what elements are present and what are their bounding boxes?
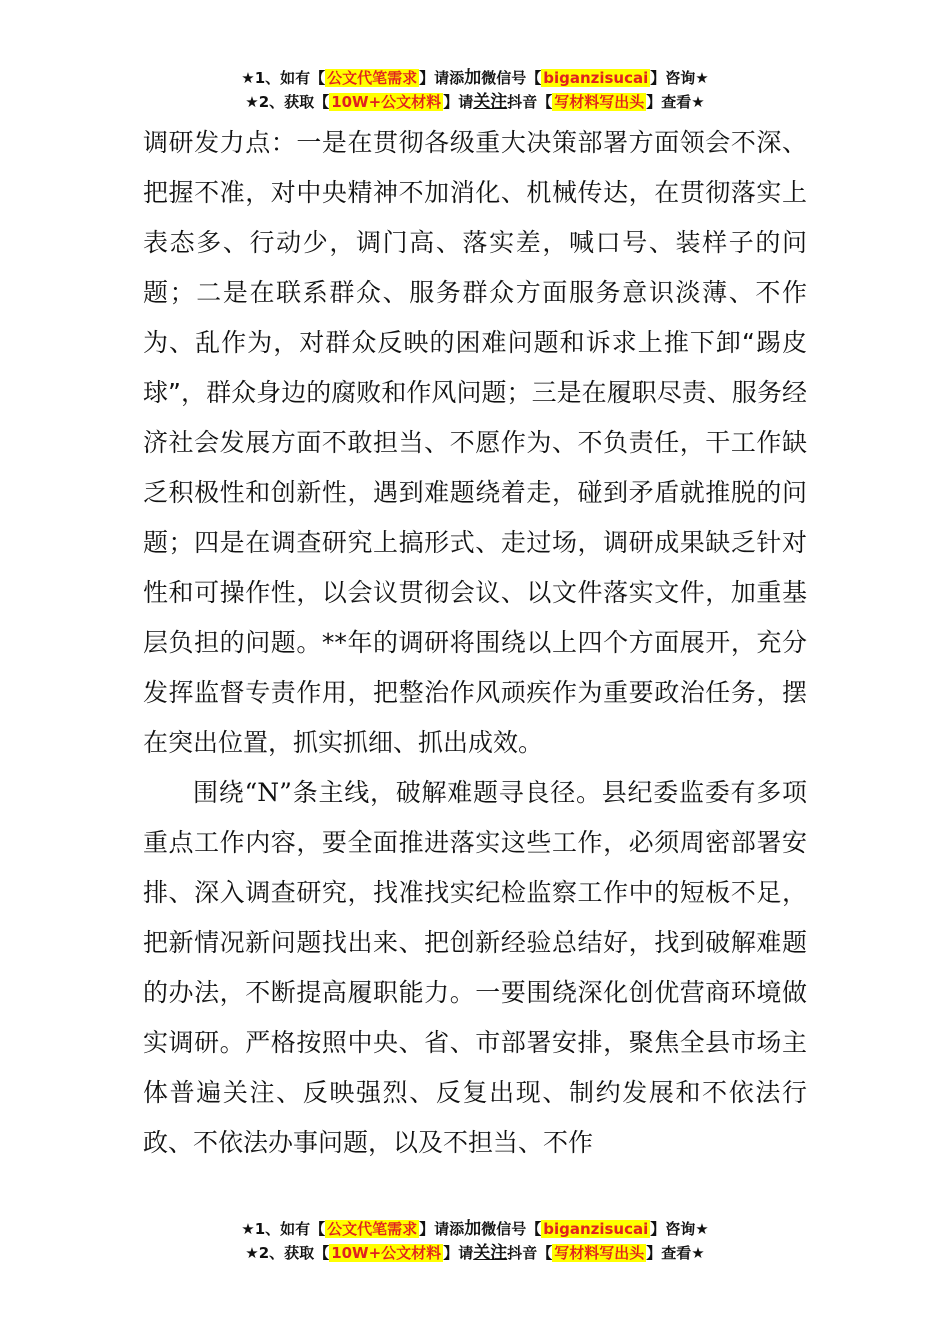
service-highlight: 公文代笔需求 — [327, 69, 418, 87]
banner-text: ★1、如有【 — [241, 1220, 326, 1238]
banner-text: 】咨询★ — [650, 1220, 709, 1238]
douyin-highlight: 写材料写出头 — [554, 93, 645, 111]
banner-text: 加 — [464, 1219, 482, 1239]
banner-text: 微信号【 — [481, 1220, 542, 1238]
wechat-id-highlight: biganzisucai — [543, 1220, 649, 1238]
footer-banner — [0, 1217, 950, 1265]
wechat-id-highlight: biganzisucai — [543, 69, 649, 87]
footer-banner-line-2 — [0, 1241, 950, 1265]
banner-text: 】查看★ — [646, 93, 705, 111]
banner-text: 】查看★ — [646, 1244, 705, 1262]
banner-text: 关注 — [473, 1243, 508, 1263]
materials-highlight: 10W+公文材料 — [331, 93, 442, 111]
banner-text: 抖音【 — [507, 1244, 553, 1262]
banner-text: 抖音【 — [507, 93, 553, 111]
paragraph-2-lead: 围绕“N”条主线，破解难题寻良径。 — [193, 778, 602, 807]
banner-text: 微信号【 — [481, 69, 542, 87]
banner-text: 】请添 — [419, 1220, 465, 1238]
paragraph-1: 调研发力点：一是在贯彻各级重大决策部署方面领会不深、把握不准，对中央精神不加消化、机械传达，在贯彻落实上表态多、行动少，调门高、落实差，喊口号、装样子的问题；二是在联系群众、服务群众方面服务意识淡薄、不作为、乱作为，对群众反映的困难问题和诉求上推下卸“踢皮球”，群众身边的腐败和作风问题；三是在履职尽责、服务经济社会发展方面不敢担当、不愿作为、不负责任，干工作缺乏积极性和创新性，遇到难题绕着走，碰到矛盾就推脱的问题；四是在调查研究上搞形式、走过场，调研成果缺乏针对性和可操作性，以会议贯彻会议、以文件落实文件，加重基层负担的问题。**年的调研将围绕以上四个方面展开，充分发挥监督专责作用，把整治作风顽疾作为重要政治任务，摆在突出位置，抓实抓细、抓出成效。 — [143, 128, 807, 757]
service-highlight: 公文代笔需求 — [327, 1220, 418, 1238]
header-banner-line-2 — [0, 90, 950, 114]
banner-text: 】请添 — [419, 69, 465, 87]
header-banner-line-1 — [0, 66, 950, 90]
banner-text: 】咨询★ — [650, 69, 709, 87]
materials-highlight: 10W+公文材料 — [331, 1244, 442, 1262]
header-banner — [0, 66, 950, 114]
banner-text: ★1、如有【 — [241, 69, 326, 87]
banner-text: 加 — [464, 68, 482, 88]
banner-text: 关注 — [473, 92, 508, 112]
banner-text: 】请 — [443, 93, 474, 111]
douyin-highlight: 写材料写出头 — [554, 1244, 645, 1262]
banner-text: ★2、获取【 — [245, 1244, 330, 1262]
footer-banner-line-1 — [0, 1217, 950, 1241]
document-body — [143, 118, 807, 1168]
paragraph-2-text: 县纪委监委有多项重点工作内容，要全面推进落实这些工作，必须周密部署安排、深入调查研究，找准找实纪检监察工作中的短板不足，把新情况新问题找出来、把创新经验总结好，找到破解难题的办法，不断提高履职能力。一要围绕深化创优营商环境做实调研。严格按照中央、省、市部署安排，聚焦全县市场主体普遍关注、反映强烈、反复出现、制约发展和不依法行政、不依法办事问题，以及不担当、不作 — [143, 778, 807, 1157]
banner-text: 】请 — [443, 1244, 474, 1262]
banner-text: ★2、获取【 — [245, 93, 330, 111]
paragraph-2 — [143, 768, 807, 1168]
